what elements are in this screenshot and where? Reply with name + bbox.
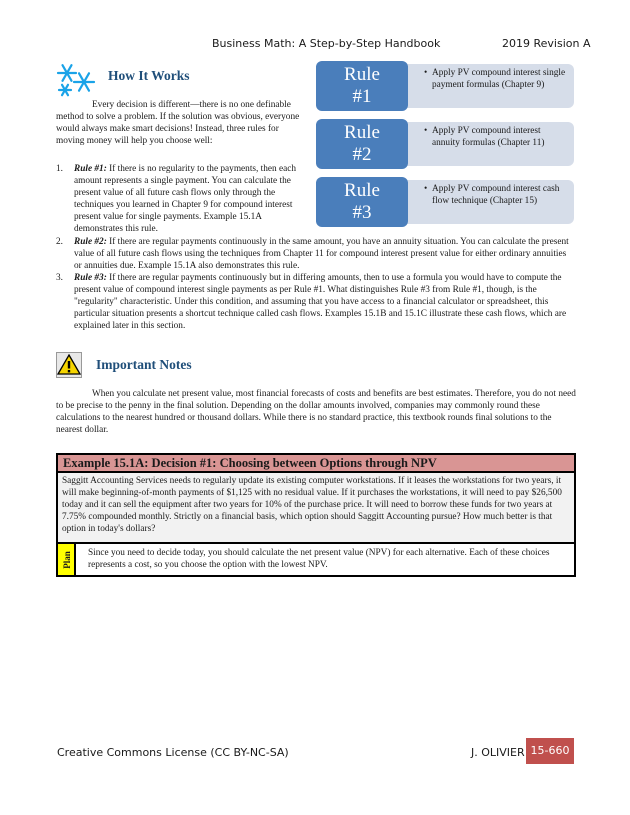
- rule-tag: Rule #2:: [74, 236, 107, 247]
- running-header-title: Business Math: A Step-by-Step Handbook: [212, 37, 441, 50]
- list-number: 3.: [56, 272, 63, 283]
- page-number-badge: 15-660: [526, 738, 574, 764]
- plan-label: Plan: [58, 544, 76, 575]
- bullet: •: [424, 126, 428, 136]
- rule-text: If there are regular payments continuously but in differing amounts, then to use a formula you would have to compute the present value of compound interest single payments as per Rule #1. What distinguishes Rule #3 from Rule #1, though, is the "regularity" characteristic. Under this condition, and assuming that you have access to a financial calculator or spreadsheet, this particular situation presents a shortcut technique called cash flows. Examples 15.1B and 15.1C illustrate these cash flows, which are explained later in this section.: [74, 272, 567, 332]
- important-notes-heading: Important Notes: [96, 357, 192, 372]
- snowflake-icon: [54, 60, 98, 98]
- list-number: 2.: [56, 236, 63, 247]
- bullet: •: [424, 184, 428, 194]
- footer-author: J. OLIVIER: [471, 746, 525, 759]
- plan-text: Since you need to decide today, you should calculate the net present value (NPV) for each alternative. Each of these choices represents a cost, so you choose the option with the lowest NPV.: [88, 548, 550, 571]
- example-problem: Saggitt Accounting Services needs to regularly update its existing computer workstations. If it leases the workstations for two years, it will make beginning-of-month payments of $1,125 with no residual value. If it purchases the workstations, it will need to pay $26,500 today and it can sell the equipment after two years for 10% of the purchase price. It will need to borrow these funds for two years at 7.75% compounded monthly. Strictly on a financial basis, which option should Saggitt Accounting pursue? How much better is that option in today's dollars?: [58, 473, 574, 544]
- list-number: 1.: [56, 164, 63, 174]
- rule-3-box: Rule #3: [316, 177, 408, 227]
- important-notes-paragraph: When you calculate net present value, most financial forecasts of costs and benefits are best estimates. Therefore, you do not need to be precise to the penny in the final solution. Depending on the dollar amounts involved, companies may commonly round these calculations to the nearest hundred or thousand dollars. While there is no standard practice, this textbook rounds final solutions to the nearest dollar.: [56, 389, 576, 436]
- warning-icon: [56, 352, 82, 378]
- example-title: Example 15.1A: Decision #1: Choosing between Options through NPV: [58, 455, 574, 473]
- rule-tag: Rule #1:: [74, 164, 107, 174]
- rule-2-description: • Apply PV compound interest annuity formulas (Chapter 11): [406, 122, 574, 166]
- rule-3-description: • Apply PV compound interest cash flow technique (Chapter 15): [406, 180, 574, 224]
- list-item: [56, 272, 576, 332]
- footer-license: Creative Commons License (CC BY-NC-SA): [57, 746, 289, 759]
- rule-2-box: Rule #2: [316, 119, 408, 169]
- bullet: •: [424, 68, 428, 78]
- rule-tag: Rule #3:: [74, 272, 107, 283]
- example-box: [56, 453, 576, 577]
- rule-text: If there are regular payments continuously in the same amount, you have an annuity situation. You can calculate the present value of all future cash flows using the techniques from Chapter 11 for compound interest present value for either ordinary annuities or annuities due. Example 15.1A also demonstrates this rule.: [74, 236, 569, 271]
- list-item: [56, 163, 302, 236]
- list-item: [56, 236, 576, 272]
- rule-1-description: • Apply PV compound interest single payment formulas (Chapter 9): [406, 64, 574, 108]
- how-it-works-heading: How It Works: [108, 68, 190, 83]
- example-plan-row: [58, 544, 574, 575]
- rule-text: If there is no regularity to the payments, then each amount represents a single payment. You can calculate the present value of all future cash flows only through the techniques you learned in Chapter 9 for compound interest present value for single payments. Example 15.1A demonstrates this rule.: [74, 164, 297, 235]
- intro-paragraph: Every decision is different—there is no one definable method to solve a problem. If the solution was obvious, everyone would always make smart decisions! Instead, three rules for moving money will help you choose well:: [56, 100, 300, 147]
- running-header-revision: 2019 Revision A: [502, 37, 591, 50]
- rule-1-box: Rule #1: [316, 61, 408, 111]
